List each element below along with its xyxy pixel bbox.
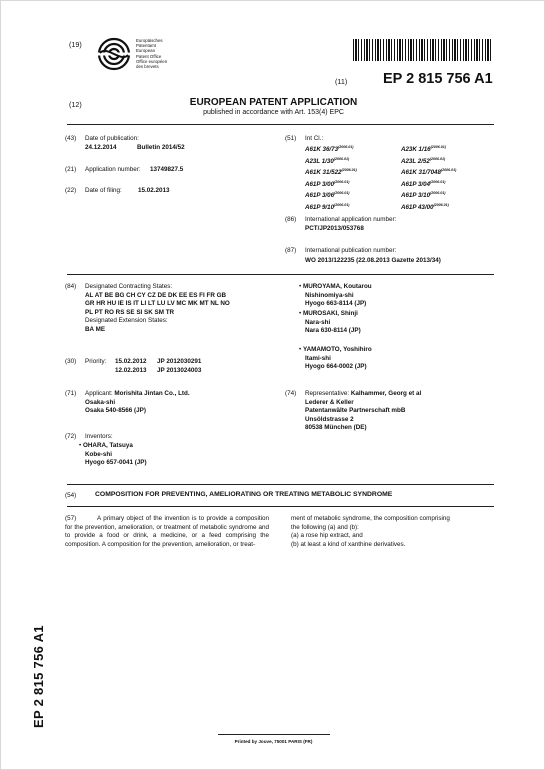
applicant-block [85, 390, 190, 416]
app-number: 13749827.5 [150, 166, 184, 173]
inventor-city: Itami-shi [305, 354, 331, 362]
field-30: (30) [65, 358, 77, 365]
priority-date: 12.02.2013 [115, 367, 147, 374]
inventor-item [299, 310, 361, 336]
pub-date-label: Date of publication: [85, 135, 139, 142]
priority-number: JP 2012030291 [157, 358, 202, 365]
epo-logo-icon [97, 37, 131, 71]
field-74: (74) [285, 390, 297, 397]
pub-date: 24.12.2014 [85, 144, 117, 151]
inventor-city: Nara-shi [305, 318, 331, 326]
side-publication-number: EP 2 815 756 A1 [31, 625, 46, 728]
inventor-name: MUROSAKI, Shinji [302, 310, 358, 317]
applicant-name: Morishita Jintan Co., Ltd. [114, 390, 190, 397]
abstract-line: the following (a) and (b): [291, 523, 359, 531]
states-label: Designated Contracting States: [85, 283, 173, 290]
abstract-line: ment of metabolic syndrome, the composition comprising [291, 515, 450, 522]
bullet: • [299, 346, 302, 353]
representative-block [305, 390, 421, 433]
applicant-label: Applicant: [85, 390, 113, 397]
intl-app-label: International application number: [305, 216, 397, 223]
divider [67, 484, 494, 485]
intl-pub-number: WO 2013/122235 (22.08.2013 Gazette 2013/34) [305, 257, 441, 264]
office-name-block [136, 38, 167, 69]
intl-pub-label: International publication number: [305, 247, 397, 254]
inventor-item [299, 283, 372, 309]
printer-footer: Printed by Jouve, 75001 PARIS (FR) [234, 739, 313, 744]
publication-number: EP 2 815 756 A1 [383, 71, 493, 87]
field-12: (12) [69, 100, 82, 109]
abstract-left: A primary object of the invention is to provide a composition for the prevention, amelioration, or treatment of metabolic syndrome and to provide a food or drink, a medicine, or a feed comprising the composition. A composition for the prevention, amelioration, or treat- [65, 515, 269, 548]
field-84: (84) [65, 283, 77, 290]
divider [67, 274, 494, 275]
filing-label: Date of filing: [85, 187, 122, 194]
representative-line: Kalhammer, Georg et al [350, 390, 422, 397]
document-subtitle: published in accordance with Art. 153(4) EPC [203, 109, 344, 116]
applicant-postal: Osaka 540-8566 (JP) [85, 407, 146, 415]
footer-divider [218, 734, 330, 735]
representative-line: Unsöldstrasse 2 [305, 415, 354, 423]
states-line: PL PT RO RS SE SI SK SM TR [85, 308, 175, 316]
representative-line: Patentanwälte Partnerschaft mbB [305, 407, 406, 415]
representative-line: Lederer & Keller [305, 398, 354, 406]
priority-label: Priority: [85, 358, 107, 365]
ipc-code: A61P $43/00^{(2006.01)}$ [401, 202, 449, 211]
ipc-classification-grid [305, 143, 481, 213]
inventor-item [299, 346, 372, 372]
ipc-code: A61P $3/06^{(2006.01)}$ [305, 191, 350, 200]
field-54: (54) [65, 492, 77, 499]
extension-states: BA ME [85, 325, 106, 333]
inventor-addr: Hyogo 664-0002 (JP) [305, 363, 367, 371]
barcode [353, 39, 493, 61]
divider [67, 124, 494, 125]
office-line: Patentamt [136, 43, 157, 49]
ipc-code: A61P $3/10^{(2006.01)}$ [401, 191, 446, 200]
invention-title: COMPOSITION FOR PREVENTING, AMELIORATING OR TREATING METABOLIC SYNDROME [95, 491, 393, 498]
field-87: (87) [285, 247, 297, 254]
inventor-name: MUROYAMA, Koutarou [302, 283, 372, 290]
office-line: Patent Office [136, 53, 162, 59]
intl-app-number: PCT/JP2013/053768 [305, 225, 364, 232]
ipc-code: A61K $36/73^{(2006.01)}$ [305, 145, 354, 153]
inventor-addr: Hyogo 657-0041 (JP) [85, 459, 147, 467]
abstract-right [291, 515, 495, 549]
office-line: des brevets [136, 64, 159, 70]
abstract-line: (a) a rose hip extract, and [291, 532, 363, 540]
field-86: (86) [285, 216, 297, 223]
field-19: (19) [69, 40, 82, 49]
office-line: Europäisches [136, 38, 163, 43]
ipc-code: A61P $3/04^{(2006.01)}$ [401, 179, 446, 188]
ipc-code: A23L $1/30^{(2006.01)}$ [305, 156, 350, 165]
inventor-name: OHARA, Tatsuya [82, 442, 133, 449]
inventor-name: YAMAMOTO, Yoshihiro [302, 346, 372, 353]
applicant-city: Osaka-shi [85, 398, 116, 406]
document-type: EUROPEAN PATENT APPLICATION [189, 97, 358, 108]
field-71: (71) [65, 390, 77, 397]
filing-date: 15.02.2013 [138, 187, 170, 194]
bulletin: Bulletin 2014/52 [137, 144, 185, 151]
states-line: GR HR HU IE IS IT LI LT LU LV MC MK MT NL NO [85, 300, 230, 308]
bullet: • [299, 283, 302, 290]
ipc-code: A23K $1/16^{(2006.01)}$ [401, 145, 446, 153]
states-line: AL AT BE BG CH CY CZ DE DK EE ES FI FR GB [85, 291, 227, 299]
extension-label: Designated Extension States: [85, 317, 168, 325]
inventor-city: Kobe-shi [85, 450, 112, 458]
designated-states [85, 283, 275, 335]
office-line: Office européen [136, 58, 168, 64]
inventor-item [79, 442, 147, 468]
representative-label: Representative: [305, 390, 350, 397]
priority-number: JP 2013024003 [157, 367, 202, 374]
inventor-addr: Nara 630-8114 (JP) [305, 327, 361, 335]
intcl-label: Int Cl.: [305, 135, 324, 142]
field-21: (21) [65, 166, 77, 173]
inventor-city: Nishinomiya-shi [305, 291, 354, 299]
field-43: (43) [65, 135, 77, 142]
inventors-label: Inventors: [85, 433, 113, 440]
abstract-line: (b) at least a kind of xanthine derivatives. [291, 540, 406, 548]
ipc-code: A23L $2/52^{(2006.01)}$ [401, 156, 446, 165]
field-11: (11) [335, 77, 348, 86]
field-22: (22) [65, 187, 77, 194]
priority-date: 15.02.2012 [115, 358, 147, 365]
ipc-code: A61K $31/7048^{(2006.01)}$ [401, 168, 457, 177]
inventor-addr: Hyogo 663-8114 (JP) [305, 300, 367, 308]
field-72: (72) [65, 433, 77, 440]
app-number-label: Application number: [85, 166, 141, 173]
field-51: (51) [285, 135, 297, 142]
office-line: European [136, 48, 156, 54]
representative-line: 80538 München (DE) [305, 424, 367, 432]
ipc-code: A61K $31/522^{(2006.01)}$ [305, 168, 357, 177]
divider [67, 506, 494, 507]
field-57: (57) [65, 515, 77, 522]
ipc-code: A61P $9/10^{(2006.01)}$ [305, 202, 350, 211]
bullet: • [79, 442, 82, 449]
bullet: • [299, 310, 302, 317]
ipc-code: A61P $3/00^{(2006.01)}$ [305, 179, 350, 188]
